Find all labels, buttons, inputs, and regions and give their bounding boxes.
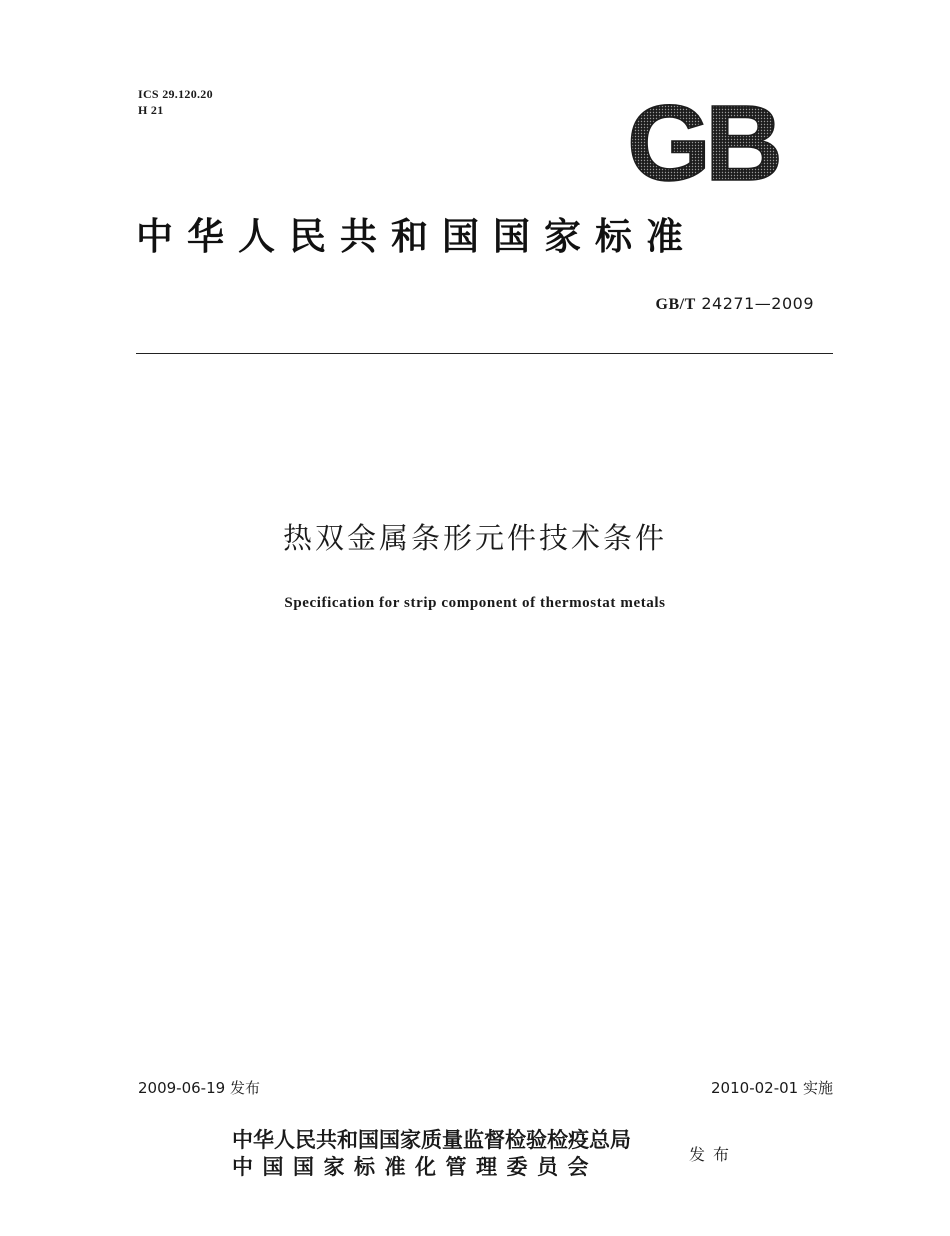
issue-date — [138, 1077, 260, 1098]
issuer-aqsiq: 中华人民共和国国家质量监督检验检疫总局 — [232, 1128, 631, 1152]
classification-codes — [138, 86, 213, 118]
standard-number — [656, 294, 814, 314]
implementation-date-value: 2010-02-01 — [711, 1079, 799, 1097]
implementation-date — [711, 1077, 833, 1098]
standard-code: 24271—2009 — [701, 294, 814, 313]
document-title-english: Specification for strip component of thermostat metals — [284, 595, 666, 611]
issuer-sac: 中国国家标准化管理委员会 — [232, 1155, 598, 1179]
issuing-organizations — [232, 1127, 631, 1181]
header-divider — [136, 353, 833, 354]
document-title-chinese: 热双金属条形元件技术条件 — [282, 521, 667, 555]
implementation-date-label: 实施 — [802, 1079, 833, 1097]
national-standard-title: 中华人民共和国国家标准 — [136, 214, 697, 258]
gb-logo-text: GB — [627, 96, 777, 188]
ics-code: ICS 29.120.20 — [138, 87, 213, 101]
issue-date-value: 2009-06-19 — [138, 1079, 226, 1097]
ccs-code: H 21 — [138, 103, 164, 117]
issue-date-label: 发布 — [229, 1079, 260, 1097]
gb-logo — [616, 96, 788, 188]
issued-by-label: 发布 — [689, 1145, 738, 1164]
standard-prefix: GB/T — [655, 296, 696, 313]
